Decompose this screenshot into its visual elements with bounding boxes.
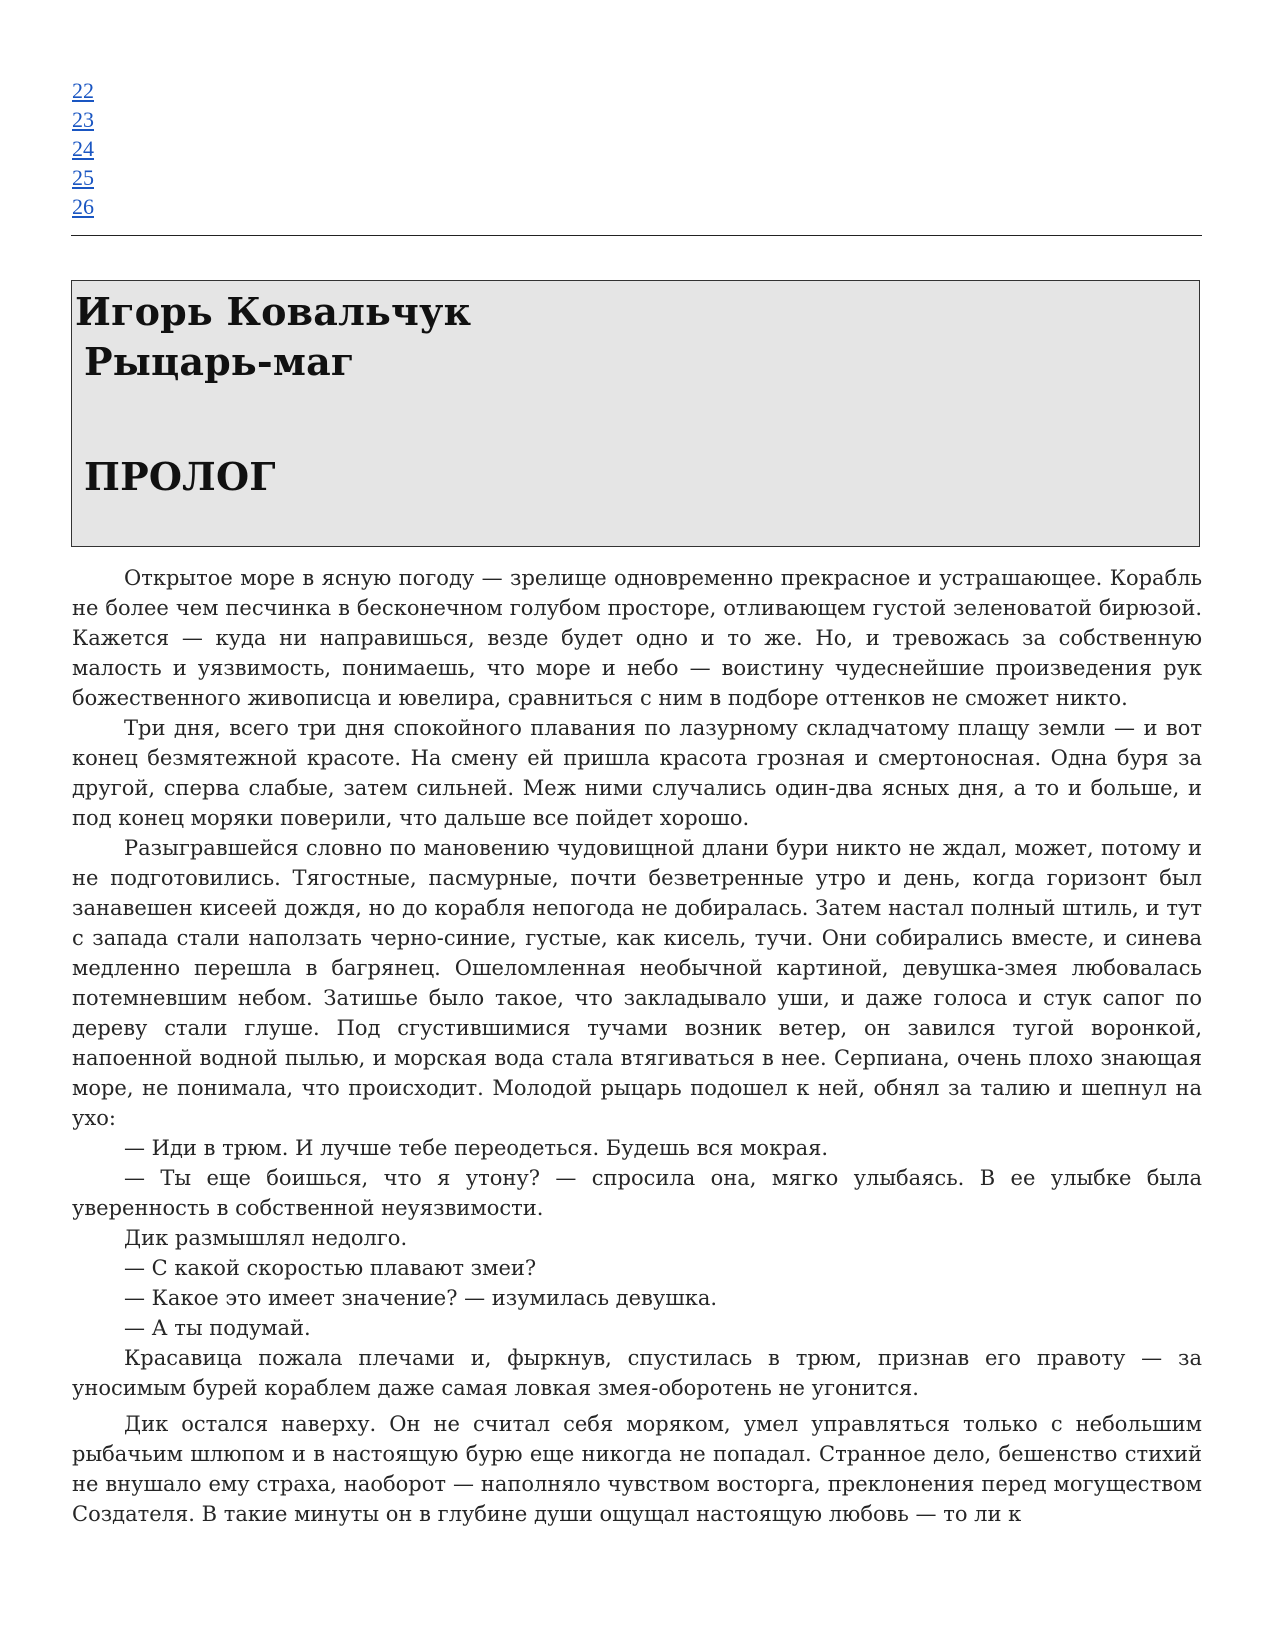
paragraph: — А ты подумай. [124, 1316, 311, 1340]
chapter-link-22[interactable]: 22 [72, 78, 94, 103]
author-name: Игорь Ковальчук [75, 289, 472, 334]
paragraph: Дик размышлял недолго. [124, 1226, 408, 1250]
book-title: Рыцарь-маг [84, 339, 355, 384]
paragraph: Разыгравшейся словно по мановению чудовищной длани бури никто не ждал, может, потому и не подготовились. Тягостные, пасмурные, почти безветренные утро и день, когда горизонт был занавешен кисеей дождя, но до корабля непогода не добиралась. Затем настал полный штиль, и тут с запада стали наползать черно-синие, густые, как кисель, тучи. Они собирались вместе, и синева медленно перешла в багрянец. Ошеломленная необычной картиной, девушка-змея любовалась потемневшим небом. Затишье было такое, что закладывало уши, и даже голоса и стук сапог по дереву стали глуше. Под сгустившимися тучами возник ветер, он завился тугой воронкой, напоенной водной пылью, и морская вода стала втягиваться в нее. Серпиана, очень плохо знающая море, не понимала, что происходит. Молодой рыцарь подошел к ней, обнял за талию и шепнул на ухо: [72, 836, 1202, 1130]
document-page [72, 0, 1202, 1529]
chapter-link-25[interactable]: 25 [72, 165, 94, 190]
chapter-link-24[interactable]: 24 [72, 136, 94, 161]
paragraph: Открытое море в ясную погоду — зрелище одновременно прекрасное и устрашающее. Корабль не более чем песчинка в бесконечном голубом просторе, отливающем густой зеленоватой бирюзой. Кажется — куда ни направишься, везде будет одно и то же. Но, и тревожась за собственную малость и уязвимость, понимаешь, что море и небо — воистину чудеснейшие произведения рук божественного живописца и ювелира, сравниться с ним в подборе оттенков не сможет никто. [72, 566, 1202, 710]
paragraph: — Какое это имеет значение? — изумилась девушка. [124, 1286, 718, 1310]
paragraph: — С какой скоростью плавают змеи? [124, 1256, 537, 1280]
paragraph: Дик остался наверху. Он не считал себя моряком, умел управляться только с небольшим рыбачьим шлюпом и в настоящую бурю еще никогда не попадал. Странное дело, бешенство стихий не внушало ему страха, наоборот — наполняло чувством восторга, преклонения перед могуществом Создателя. В такие минуты он в глубине души ощущал настоящую любовь — то ли к [72, 1412, 1202, 1526]
chapter-link-26[interactable]: 26 [72, 194, 94, 219]
chapter-link-list [72, 76, 1202, 221]
chapter-link-23[interactable]: 23 [72, 107, 94, 132]
body-text [72, 563, 1202, 1529]
paragraph: — Иди в трюм. И лучше тебе переодеться. Будешь вся мокрая. [124, 1136, 829, 1160]
horizontal-divider [71, 235, 1202, 236]
paragraph: — Ты еще боишься, что я утону? — спросила она, мягко улыбаясь. В ее улыбке была уверенность в собственной неуязвимости. [72, 1166, 1202, 1220]
title-block [71, 280, 1200, 547]
paragraph: Три дня, всего три дня спокойного плавания по лазурному складчатому плащу земли — и вот конец безмятежной красоте. На смену ей пришла красота грозная и смертоносная. Одна буря за другой, сперва слабые, затем сильней. Меж ними случались один-два ясных дня, а то и больше, и под конец моряки поверили, что дальше все пойдет хорошо. [72, 716, 1202, 830]
chapter-heading: ПРОЛОГ [84, 454, 276, 499]
paragraph: Красавица пожала плечами и, фыркнув, спустилась в трюм, признав его правоту — за уносимым бурей кораблем даже самая ловкая змея-оборотень не угонится. [72, 1346, 1202, 1400]
